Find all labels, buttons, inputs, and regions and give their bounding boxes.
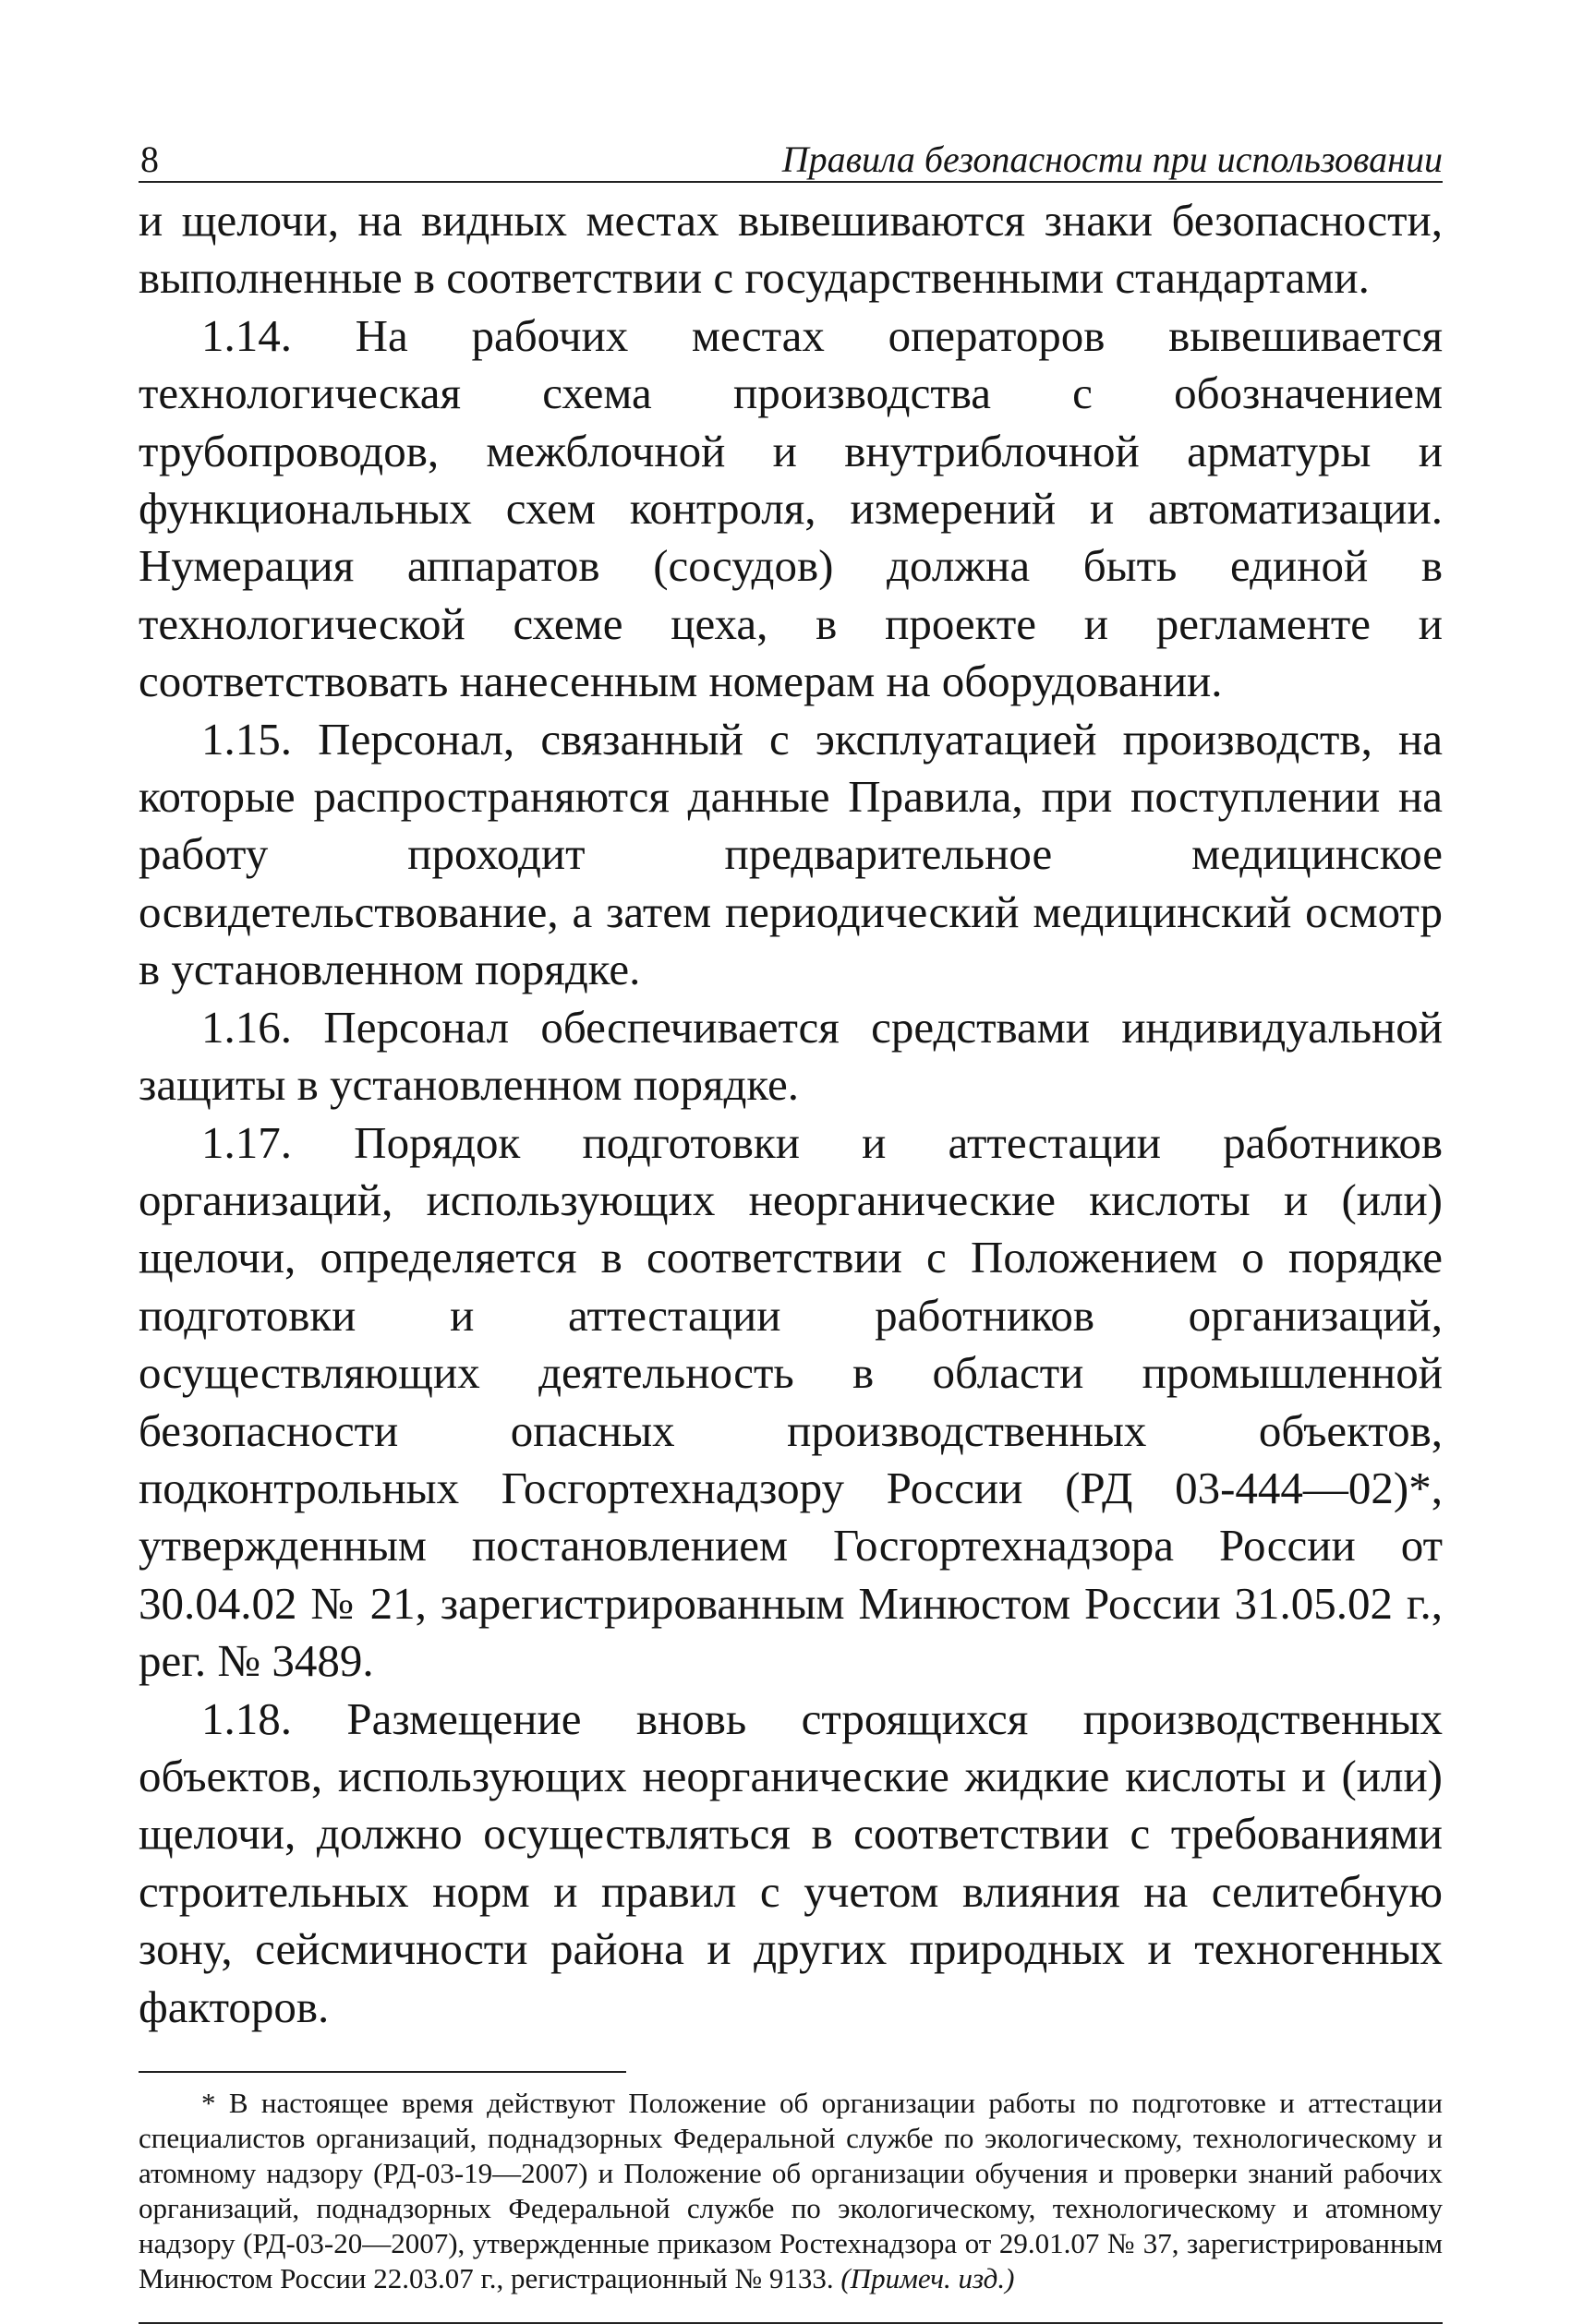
paragraph-1-18: 1.18. Размещение вновь строящихся производственных объектов, использующих неорганические жидкие кислоты и (или) щелочи, должно осуществляться в соответствии с требованиями строительных норм и правил с учетом влияния на селитебную зону, сейсмичности района и других природных и техногенных факторов. [139,1692,1443,2032]
footnote-text: * В настоящее время действуют Положение об организации работы по подготовке и аттестации специалистов организаций, поднадзорных Федеральной службе по экологическому, технологическому и атомному надзору (РД-03-19—2007) и Положение об организации обучения и проверки знаний рабочих организаций, поднадзорных Федеральной службе по экологическому, технологическому и атомному надзору (РД-03-20—2007), утвержденные приказом Ростехнадзора от 29.01.07 № 37, зарегистрированным Минюстом России 22.03.07 г., регистрационный № 9133. [139,2087,1443,2294]
editor-note: (Примеч. изд.) [840,2262,1015,2294]
body-text [139,192,1443,2036]
book-page [139,138,1443,2324]
page-header [139,138,1443,183]
footnote [139,2086,1443,2296]
continuation-paragraph: и щелочи, на видных местах вывешиваются знаки безопасности, выполненные в соответствии с государственными стандартами. [139,195,1443,304]
running-title: Правила безопасности при использовании [781,138,1443,180]
footnote-separator [139,2071,626,2073]
paragraph-1-14: 1.14. На рабочих местах операторов вывешивается технологическая схема производства с обозначением трубопроводов, межблочной и внутриблочной арматуры и функциональных схем контроля, измерений и автоматизации. Нумерация аппаратов (сосудов) должна быть единой в технологической схеме цеха, в проекте и регламенте и соответствовать нанесенным номерам на оборудовании. [139,309,1443,707]
paragraph-1-15: 1.15. Персонал, связанный с эксплуатацией производств, на которые распространяются данные Правила, при поступлении на работу проходит предварительное медицинское освидетельствование, а затем периодический медицинский осмотр в установленном порядке. [139,713,1443,995]
page-number: 8 [140,138,159,180]
paragraph-1-16: 1.16. Персонал обеспечивается средствами индивидуальной защиты в установленном порядке. [139,1001,1443,1111]
paragraph-1-17: 1.17. Порядок подготовки и аттестации работников организаций, использующих неорганические кислоты и (или) щелочи, определяется в соответствии с Положением о порядке подготовки и аттестации работников организаций, осуществляющих деятельность в области промышленной безопасности опасных производственных объектов, подконтрольных Госгортехнадзору России (РД 03-444—02)*, утвержденным постановлением Госгортехнадзора России от 30.04.02 № 21, зарегистрированным Минюстом России 31.05.02 г., рег. № 3489. [139,1116,1443,1687]
